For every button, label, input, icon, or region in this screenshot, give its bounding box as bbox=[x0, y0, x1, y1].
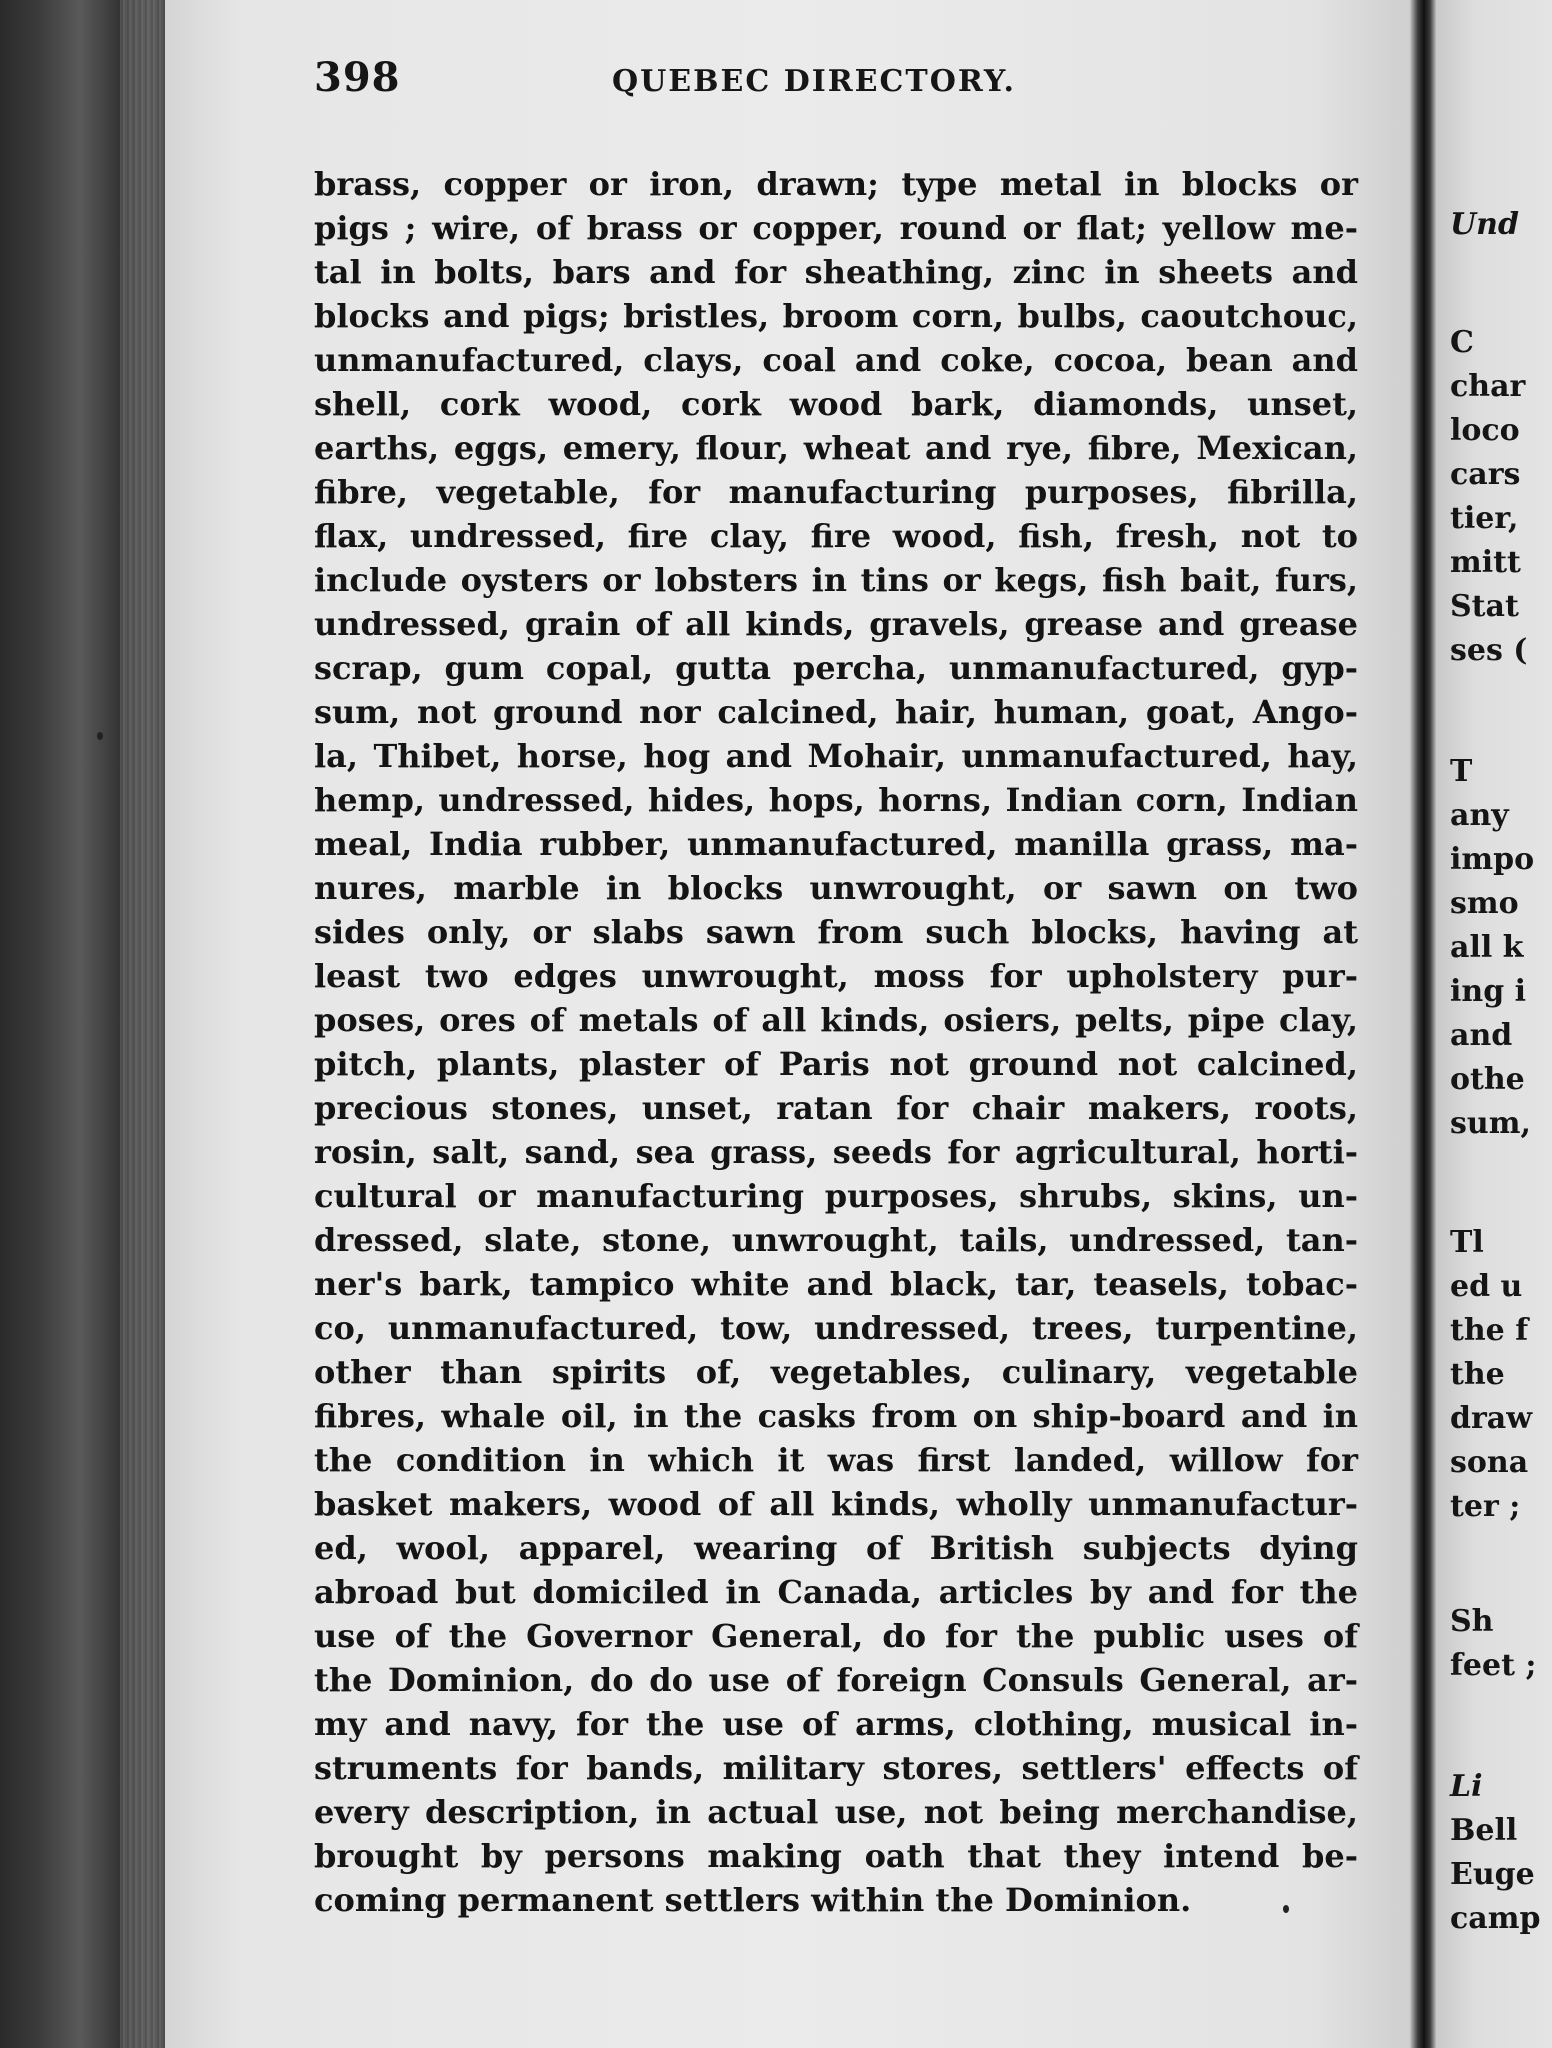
right-page-fragment: C bbox=[1450, 325, 1474, 360]
text-line: tal in bolts, bars and for sheathing, zinc in sheets and bbox=[314, 253, 1358, 291]
text-line: pigs ; wire, of brass or copper, round or flat; yellow me- bbox=[314, 209, 1358, 247]
right-page-fragment: cars bbox=[1450, 457, 1521, 492]
text-line: flax, undressed, fire clay, fire wood, fish, fresh, not to bbox=[314, 517, 1358, 555]
text-line: fibres, whale oil, in the casks from on ship-board and in bbox=[314, 1397, 1358, 1435]
page-speck bbox=[1283, 1905, 1289, 1913]
right-page-fragment: camp bbox=[1450, 1901, 1541, 1936]
text-line: nures, marble in blocks unwrought, or sawn on two bbox=[314, 869, 1358, 907]
page-edges bbox=[120, 0, 170, 2048]
text-line: precious stones, unset, ratan for chair makers, roots, bbox=[314, 1089, 1358, 1127]
text-line: use of the Governor General, do for the public uses of bbox=[314, 1617, 1358, 1655]
text-line: undressed, grain of all kinds, gravels, grease and grease bbox=[314, 605, 1358, 643]
text-line: coming permanent settlers within the Dominion. bbox=[314, 1881, 1192, 1919]
text-line: abroad but domiciled in Canada, articles by and for the bbox=[314, 1573, 1358, 1611]
text-line: cultural or manufacturing purposes, shrubs, skins, un- bbox=[314, 1177, 1358, 1215]
right-page bbox=[1436, 0, 1552, 2048]
right-page-fragment: ter ; bbox=[1450, 1489, 1521, 1524]
right-page-fragment: all k bbox=[1450, 930, 1524, 965]
text-line: other than spirits of, vegetables, culinary, vegetable bbox=[314, 1353, 1358, 1391]
text-line: pitch, plants, plaster of Paris not ground not calcined, bbox=[314, 1045, 1358, 1083]
right-page-fragment: tier, bbox=[1450, 501, 1519, 536]
right-page-fragment: the f bbox=[1450, 1313, 1529, 1348]
body-text bbox=[314, 162, 1358, 1922]
text-line: rosin, salt, sand, sea grass, seeds for agricultural, horti- bbox=[314, 1133, 1358, 1171]
right-page-fragment: sum, bbox=[1450, 1106, 1531, 1141]
page-number: 398 bbox=[314, 54, 401, 101]
text-line: fibre, vegetable, for manufacturing purposes, fibrilla, bbox=[314, 473, 1358, 511]
text-line: brought by persons making oath that they intend be- bbox=[314, 1837, 1358, 1875]
right-page-fragment: Stat bbox=[1450, 589, 1519, 624]
right-page-fragment: impo bbox=[1450, 842, 1535, 877]
right-page-fragment: Und bbox=[1450, 207, 1519, 242]
text-line: scrap, gum copal, gutta percha, unmanufactured, gyp- bbox=[314, 649, 1358, 687]
right-page-fragment: ses ( bbox=[1450, 633, 1528, 668]
right-page-fragment: char bbox=[1450, 369, 1526, 404]
text-line: blocks and pigs; bristles, broom corn, bulbs, caoutchouc, bbox=[314, 297, 1358, 335]
text-line: include oysters or lobsters in tins or kegs, fish bait, furs, bbox=[314, 561, 1358, 599]
text-line: ed, wool, apparel, wearing of British subjects dying bbox=[314, 1529, 1358, 1567]
text-line: la, Thibet, horse, hog and Mohair, unmanufactured, hay, bbox=[314, 737, 1358, 775]
right-page-fragment: any bbox=[1450, 798, 1509, 833]
text-line: hemp, undressed, hides, hops, horns, Indian corn, Indian bbox=[314, 781, 1358, 819]
text-line: least two edges unwrought, moss for upholstery pur- bbox=[314, 957, 1358, 995]
right-page-fragment: othe bbox=[1450, 1062, 1525, 1097]
right-page-fragment: Sh bbox=[1450, 1604, 1494, 1639]
right-page-text bbox=[1436, 0, 1552, 2048]
right-page-fragment: Bell bbox=[1450, 1813, 1518, 1848]
text-line: my and navy, for the use of arms, clothing, musical in- bbox=[314, 1705, 1358, 1743]
right-page-fragment: T bbox=[1450, 754, 1473, 789]
page-header bbox=[314, 54, 1084, 114]
text-line: meal, India rubber, unmanufactured, manilla grass, ma- bbox=[314, 825, 1358, 863]
text-line: brass, copper or iron, drawn; type metal in blocks or bbox=[314, 165, 1358, 203]
text-line: sum, not ground nor calcined, hair, human, goat, Ango- bbox=[314, 693, 1358, 731]
right-page-fragment: loco bbox=[1450, 413, 1520, 448]
right-page-fragment: mitt bbox=[1450, 545, 1521, 580]
text-line: dressed, slate, stone, unwrought, tails, undressed, tan- bbox=[314, 1221, 1358, 1259]
text-line: struments for bands, military stores, settlers' effects of bbox=[314, 1749, 1358, 1787]
text-line: co, unmanufactured, tow, undressed, trees, turpentine, bbox=[314, 1309, 1358, 1347]
right-page-fragment: draw bbox=[1450, 1401, 1533, 1436]
right-page-fragment: ed u bbox=[1450, 1269, 1523, 1304]
text-line: sides only, or slabs sawn from such blocks, having at bbox=[314, 913, 1358, 951]
right-page-fragment: sona bbox=[1450, 1445, 1529, 1480]
running-title: QUEBEC DIRECTORY. bbox=[612, 64, 1016, 99]
text-line: ner's bark, tampico white and black, tar, teasels, tobac- bbox=[314, 1265, 1358, 1303]
text-line: shell, cork wood, cork wood bark, diamonds, unset, bbox=[314, 385, 1358, 423]
text-line: every description, in actual use, not being merchandise, bbox=[314, 1793, 1358, 1831]
right-page-fragment: Euge bbox=[1450, 1857, 1535, 1892]
right-page-fragment: feet ; bbox=[1450, 1648, 1537, 1683]
page-gutter bbox=[1410, 0, 1436, 2048]
right-page-fragment: and bbox=[1450, 1018, 1513, 1053]
text-line: unmanufactured, clays, coal and coke, cocoa, bean and bbox=[314, 341, 1358, 379]
right-page-fragment: the bbox=[1450, 1357, 1505, 1392]
text-line: basket makers, wood of all kinds, wholly unmanufactur- bbox=[314, 1485, 1358, 1523]
text-line: earths, eggs, emery, flour, wheat and rye, fibre, Mexican, bbox=[314, 429, 1358, 467]
right-page-fragment: Tl bbox=[1450, 1225, 1484, 1260]
text-line: the Dominion, do do use of foreign Consuls General, ar- bbox=[314, 1661, 1358, 1699]
text-line: poses, ores of metals of all kinds, osiers, pelts, pipe clay, bbox=[314, 1001, 1358, 1039]
right-page-fragment: smo bbox=[1450, 886, 1519, 921]
text-line: the condition in which it was first landed, willow for bbox=[314, 1441, 1358, 1479]
page-speck bbox=[97, 732, 103, 740]
right-page-fragment: ing i bbox=[1450, 974, 1527, 1009]
right-page-fragment: Li bbox=[1450, 1769, 1483, 1804]
